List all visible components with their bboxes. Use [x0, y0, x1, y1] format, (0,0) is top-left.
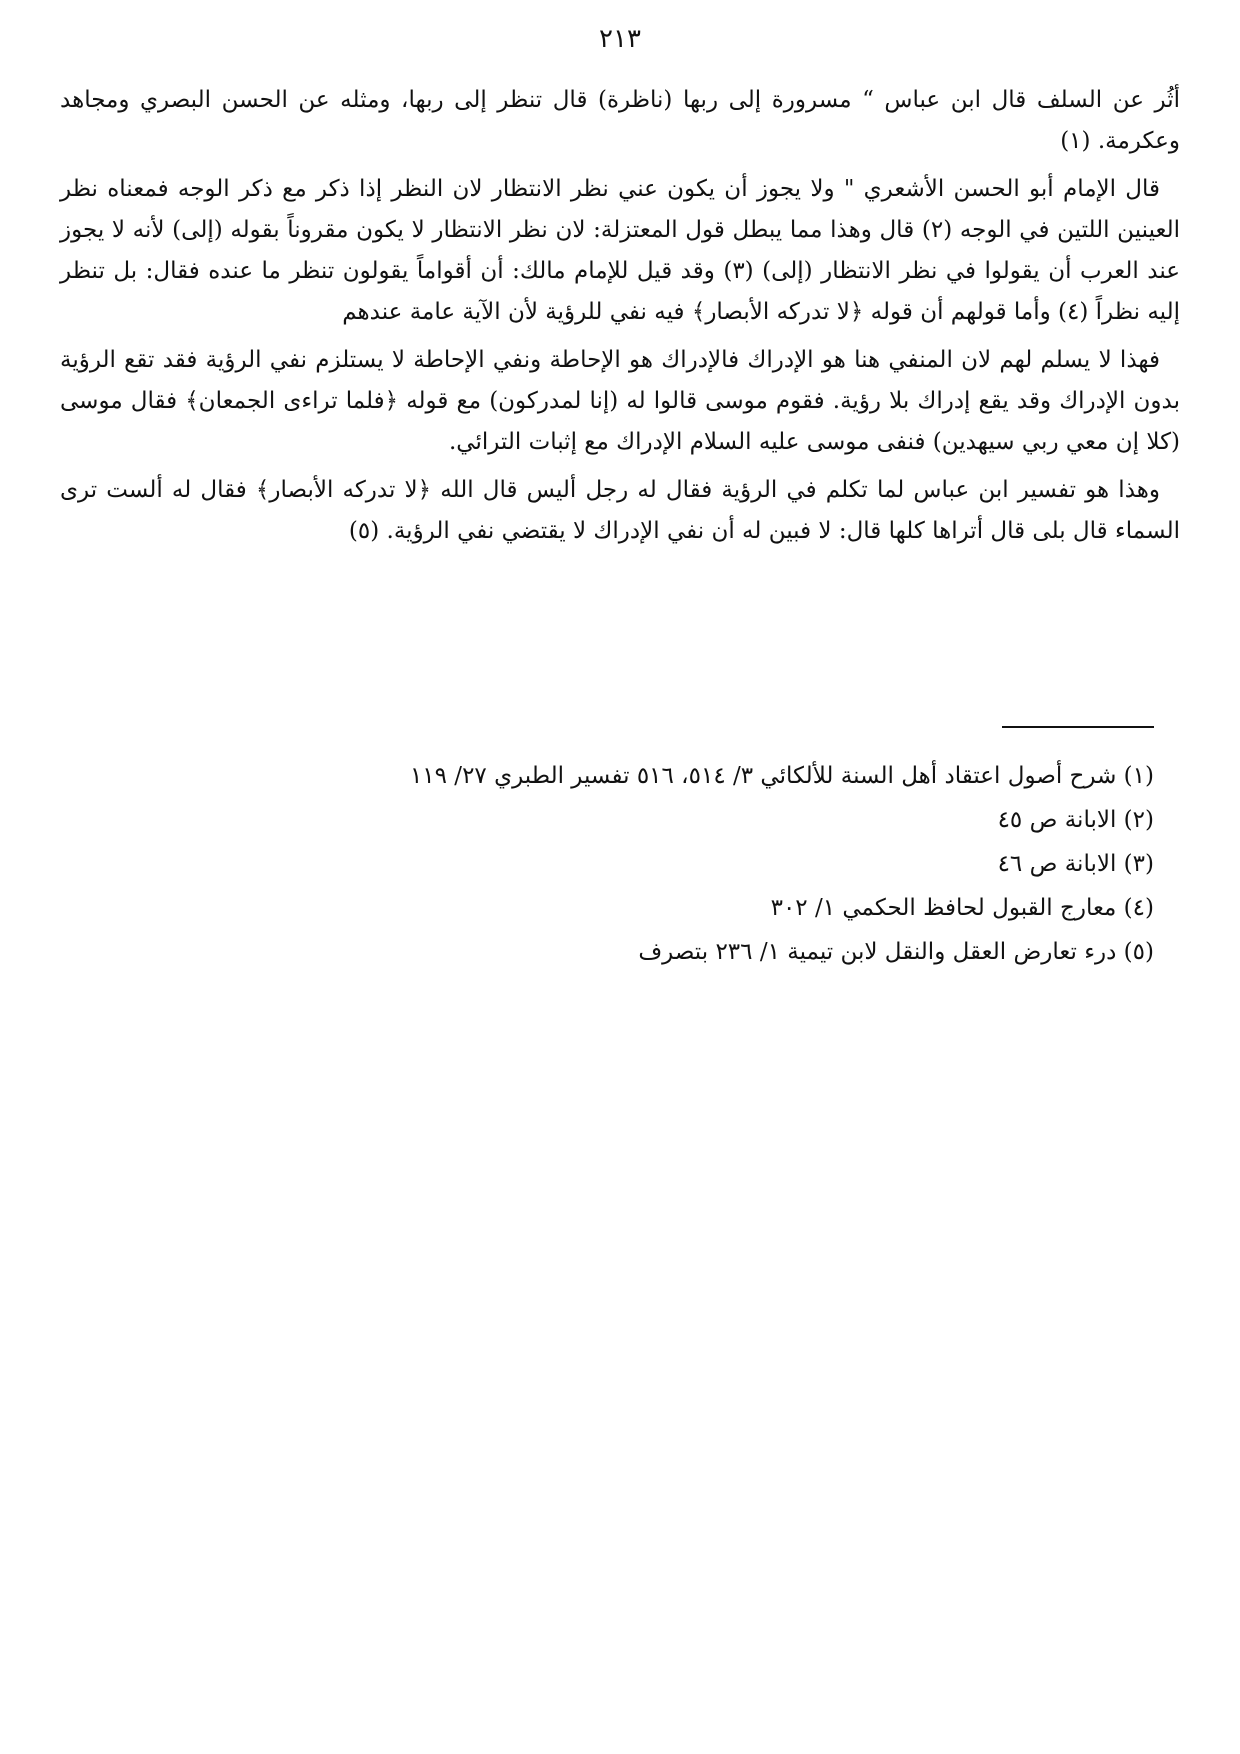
paragraph-3: فهذا لا يسلم لهم لان المنفي هنا هو الإدراك فالإدراك هو الإحاطة ونفي الإحاطة لا يستلزم نفي الرؤية فقد تقع الرؤية بدون الإدراك وقد يقع إدراك بلا رؤية. فقوم موسى قالوا له (إنا لمدركون) مع قوله ﴿فلما تراءى الجمعان﴾ فقال موسى (كلا إن معي ربي سيهدين) فنفى موسى عليه السلام الإدراك مع إثبات الترائي.: [60, 347, 1180, 455]
footnote-separator: [1002, 726, 1154, 728]
paragraph-4: وهذا هو تفسير ابن عباس لما تكلم في الرؤية فقال له رجل أليس قال الله ﴿لا تدركه الأبصار﴾ فقال له ألست ترى السماء قال بلى قال أتراها كلها قال: لا فبين له أن نفي الإدراك لا يقتضي نفي الرؤية. (٥): [60, 477, 1180, 544]
page-number: ٢١٣: [599, 24, 641, 54]
footnote-1: (١) شرح أصول اعتقاد أهل السنة للألكائي ٣/ ٥١٤، ٥١٦ تفسير الطبري ٢٧/ ١١٩: [409, 763, 1154, 789]
footnote-3: (٣) الابانة ص ٤٦: [997, 851, 1154, 877]
paragraph-2: قال الإمام أبو الحسن الأشعري " ولا يجوز أن يكون عني نظر الانتظار لان النظر إذا ذكر مع ذكر الوجه فمعناه نظر العينين اللتين في الوجه (٢) قال وهذا مما يبطل قول المعتزلة: لان نظر الانتظار لا يكون مقروناً بقوله (إلى) لأنه لا يجوز عند العرب أن يقولوا في نظر الانتظار (إلى) (٣) وقد قيل للإمام مالك: أن أقواماً يقولون تنظر ما عنده فقال: بل تنظر إليه نظراً (٤) وأما قولهم أن قوله ﴿لا تدركه الأبصار﴾ فيه نفي للرؤية لأن الآية عامة عندهم: [60, 176, 1181, 325]
footnote-5: (٥) درء تعارض العقل والنقل لابن تيمية ١/ ٢٣٦ بتصرف: [638, 939, 1154, 965]
footnote-2: (٢) الابانة ص ٤٥: [997, 807, 1154, 833]
main-text: [60, 80, 1180, 559]
footnotes: [300, 754, 1154, 974]
footnote-4: (٤) معارج القبول لحافظ الحكمي ١/ ٣٠٢: [770, 895, 1154, 921]
paragraph-1: أثُر عن السلف قال ابن عباس “ مسرورة إلى ربها (ناظرة) قال تنظر إلى ربها، ومثله عن الحسن البصري ومجاهد وعكرمة. (١): [60, 87, 1181, 154]
